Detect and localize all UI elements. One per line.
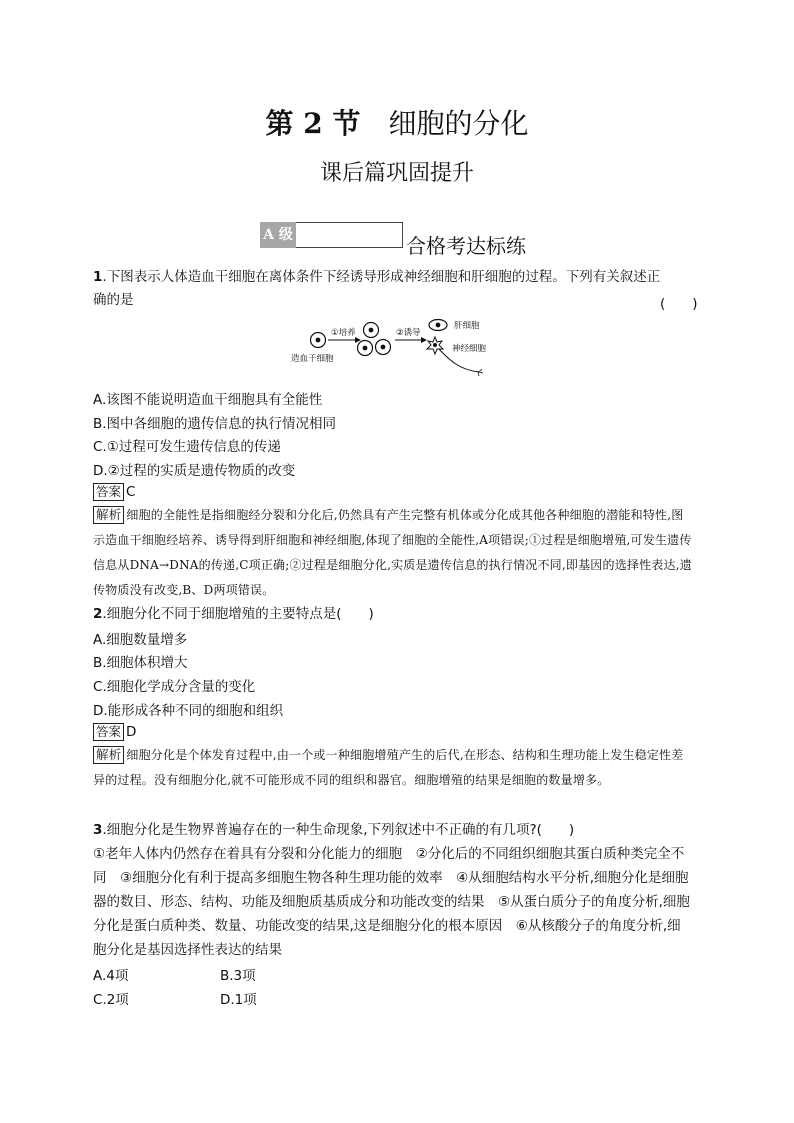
q3-statements: ①老年人体内仍然存在着具有分裂和分化能力的细胞 ②分化后的不同组织细胞其蛋白质种类完全不同 ③细胞分化有利于提高多细胞生物各种生理功能的效率 ④从细胞结构水平分析,细胞分化是细胞器的数目、形态、结构、功能及细胞质基质成分和功能改变的结果 ⑤从蛋白质分子的角度分析,细胞分化是蛋白质种类、数量、功能改变的结果,这是细胞分化的根本原因 ⑥从核酸分子的角度分析,细胞分化是基因选择性表达的结果 xyxy=(93,846,690,958)
q2-text: .细胞分化不同于细胞增殖的主要特点是( ) xyxy=(102,606,374,622)
stem-cell-label: 造血干细胞 xyxy=(291,354,334,364)
explain-tag: 解析 xyxy=(93,746,124,764)
page-title xyxy=(0,102,794,142)
level-label: 合格考达标练 xyxy=(406,234,526,258)
liver-cell xyxy=(429,320,447,331)
q3-option-c: C.2项 xyxy=(93,992,129,1008)
stem-cell xyxy=(311,333,326,348)
q1-figure xyxy=(285,314,505,384)
section-number: 第 2 节 xyxy=(265,107,361,140)
q3-option-a: A.4项 xyxy=(93,968,129,984)
q3-option-d: D.1项 xyxy=(220,992,257,1008)
title-gap xyxy=(360,107,388,140)
q2-explanation-text: 细胞分化是个体发育过程中,由一个或一种细胞增殖产生的后代,在形态、结构和生理功能上发生稳定性差异的过程。没有细胞分化,就不可能形成不同的组织和器官。细胞增殖的结果是细胞的数量增多。 xyxy=(93,748,684,787)
q1-answer-bracket: ( ) xyxy=(660,296,698,312)
q1-option-b: B.图中各细胞的遗传信息的执行情况相同 xyxy=(93,416,337,432)
q3-number: 3 xyxy=(93,822,103,838)
answer-tag: 答案 xyxy=(93,483,124,501)
step2-label: ②诱导 xyxy=(396,328,421,338)
q1-option-c: C.①过程可发生遗传信息的传递 xyxy=(93,439,281,455)
q2-number: 2 xyxy=(93,606,103,622)
q2-option-d: D.能形成各种不同的细胞和组织 xyxy=(93,703,284,719)
q1-line1 xyxy=(93,266,660,289)
q2-option-a: A.细胞数量增多 xyxy=(93,632,188,648)
q2-option-c: C.细胞化学成分含量的变化 xyxy=(93,679,256,695)
step1-label: ①培养 xyxy=(331,328,356,338)
q1-answer-value: C xyxy=(126,484,136,500)
q1-explanation-text: 细胞的全能性是指细胞经分裂和分化后,仍然具有产生完整有机体或分化成其他各种细胞的潜能和特性,图示造血干细胞经培养、诱导得到肝细胞和神经细胞,体现了细胞的全能性,A项错误;①过程是细胞增殖,可发生遗传信息从DNA→DNA的传递,C项正确;②过程是细胞分化,实质是遗传信息的执行情况不同,即基因的选择性表达,遗传物质没有改变,B、D两项错误。 xyxy=(93,508,692,597)
q2-stem xyxy=(93,603,374,626)
answer-tag: 答案 xyxy=(93,723,124,741)
cell-cluster xyxy=(358,323,391,356)
q2-explanation xyxy=(93,743,693,793)
q1-answer xyxy=(93,483,135,501)
liver-label: 肝细胞 xyxy=(454,321,480,331)
q1-text-line1: .下图表示人体造血干细胞在离体条件下经诱导形成神经细胞和肝细胞的过程。下列有关叙述正 xyxy=(102,269,661,285)
level-underline-box xyxy=(296,222,403,248)
q2-answer-value: D xyxy=(126,724,137,740)
q3-text: .细胞分化是生物界普遍存在的一种生命现象,下列叙述中不正确的有几项?( ) xyxy=(102,822,575,838)
nerve-cell xyxy=(427,337,483,376)
section-title: 细胞的分化 xyxy=(388,107,529,140)
q1-option-d: D.②过程的实质是遗传物质的改变 xyxy=(93,463,296,479)
q2-answer xyxy=(93,723,136,741)
level-badge: A 级 xyxy=(260,222,296,248)
q1-number: 1 xyxy=(93,269,103,285)
q3-option-b: B.3项 xyxy=(220,968,256,984)
q1-explanation xyxy=(93,503,693,603)
q2-option-b: B.细胞体积增大 xyxy=(93,655,188,671)
q1-text-line2: 确的是 xyxy=(93,292,134,308)
q3-stem xyxy=(93,819,574,842)
nerve-label: 神经细胞 xyxy=(452,344,487,354)
explain-tag: 解析 xyxy=(93,506,124,524)
q1-option-a: A.该图不能说明造血干细胞具有全能性 xyxy=(93,392,323,408)
page-subtitle: 课后篇巩固提升 xyxy=(319,161,474,186)
